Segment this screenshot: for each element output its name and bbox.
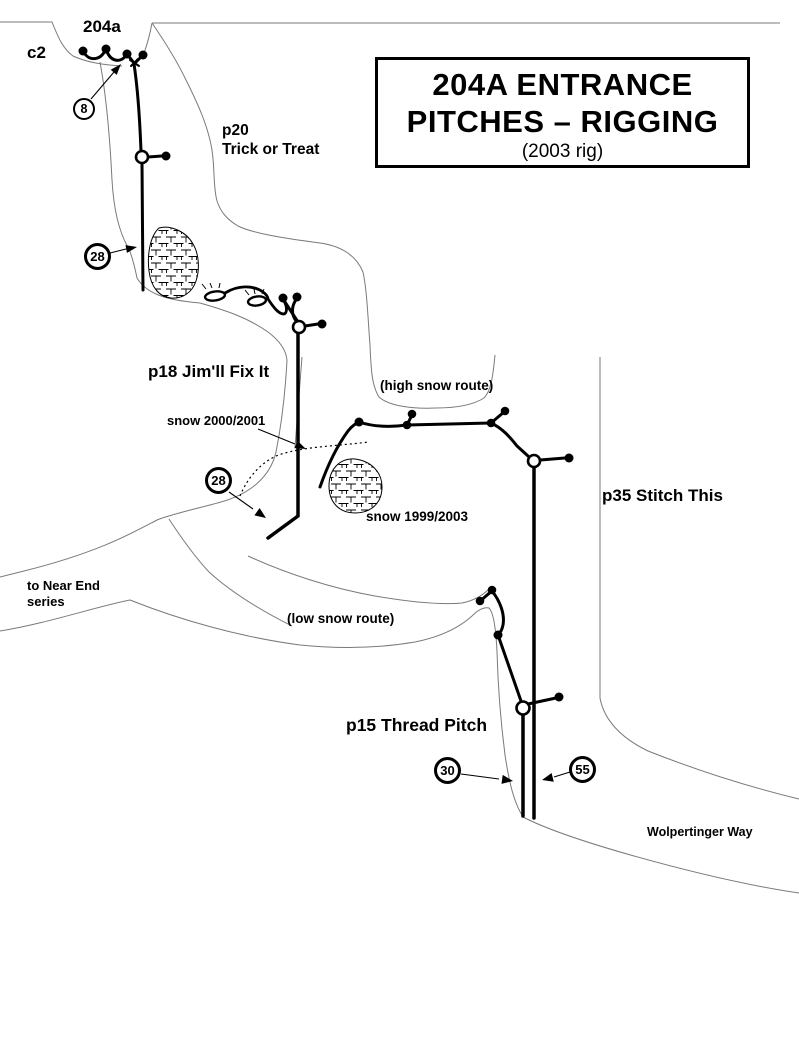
label-p20-name: Trick or Treat: [222, 141, 320, 158]
p20-rope-upper: [134, 64, 141, 151]
bolt-p20-rebelay: [162, 152, 171, 161]
boulder-hatch: [148, 227, 198, 298]
bolt-entrance-1: [79, 47, 88, 56]
p15-rebelay-tail: [528, 698, 556, 704]
label-p15: p15 Thread Pitch: [346, 715, 488, 735]
title-subtitle: (2003 rig): [521, 141, 604, 162]
title-line-1: 204A ENTRANCE: [432, 67, 693, 102]
label-near-end-line2: series: [27, 593, 65, 609]
label-low-route: (low snow route): [287, 611, 395, 626]
bolt-p18-y-left: [279, 294, 288, 303]
leader-55: [554, 772, 570, 777]
entrance-traverse-rope: [83, 49, 143, 63]
bolt-p15-rebelay: [555, 693, 564, 702]
p20-rebelay-tail: [148, 156, 162, 157]
label-c2: c2: [27, 43, 46, 62]
thread-sling-1: [204, 290, 225, 302]
p20-rope-lower: [142, 163, 143, 290]
label-p20: [222, 121, 319, 159]
bolt-p18-rebelay: [318, 320, 327, 329]
title-line-2: PITCHES – RIGGING: [406, 104, 719, 139]
rigging-rings: [136, 151, 540, 715]
thread-rays-1: [202, 283, 220, 289]
arrowhead-55: [542, 773, 554, 782]
wall-low-route-upper: [248, 556, 489, 604]
label-snow-2000: snow 2000/2001: [167, 413, 266, 428]
label-high-route: (high snow route): [380, 378, 494, 393]
title-box: [375, 57, 750, 168]
label-wolpertinger: Wolpertinger Way: [647, 825, 753, 839]
label-near-end-line1: to Near End: [27, 578, 100, 593]
wall-p35-east: [600, 357, 799, 799]
thread-anchors: [202, 283, 267, 307]
rope-length-p18: 28: [205, 467, 232, 494]
bolt-high-route-3: [408, 410, 417, 419]
arrowhead-28a: [126, 245, 138, 253]
bolt-high-route-4: [487, 419, 496, 428]
bolt-p15-3: [494, 631, 503, 640]
wall-low-route-lower-shaft: [0, 600, 799, 893]
arrowhead-28b: [254, 508, 266, 518]
rope-length-p15: 30: [434, 757, 461, 784]
rope-length-entrance: 8: [73, 98, 95, 120]
label-p18: p18 Jim'll Fix It: [148, 362, 270, 381]
label-snow-1999: snow 1999/2003: [366, 509, 469, 524]
p18-rebelay-tail: [305, 324, 318, 326]
bolt-entrance-3: [123, 50, 132, 59]
snow-1999-hatch: [329, 459, 382, 513]
bolt-high-route-1: [355, 418, 364, 427]
label-p35: p35 Stitch This: [602, 486, 723, 505]
bolt-entrance-2: [102, 45, 111, 54]
bolt-p15-1: [476, 597, 485, 606]
bolt-high-route-5: [501, 407, 510, 416]
thread-sling-2: [247, 295, 266, 306]
wall-entrance-lip: [144, 23, 152, 53]
ring-p35: [528, 455, 540, 467]
leader-28a: [110, 249, 126, 253]
label-near-end: [27, 578, 100, 609]
rope-length-p35: 55: [569, 756, 596, 783]
arrowhead-30: [502, 775, 514, 784]
bolt-p15-2: [488, 586, 497, 595]
bolt-p35-rebelay: [565, 454, 574, 463]
leader-30: [461, 774, 499, 779]
label-entrance-204a: 204a: [83, 17, 121, 36]
p35-rebelay-tail: [540, 458, 565, 460]
rope-length-p20: 28: [84, 243, 111, 270]
arrowhead-snow-2000: [294, 441, 306, 449]
p18-rope: [268, 333, 298, 538]
leader-snow-2000: [258, 429, 295, 444]
bolt-p18-y-right: [293, 293, 302, 302]
ring-p18: [293, 321, 305, 333]
bolt-high-route-2: [403, 421, 412, 430]
label-p20-id: p20: [222, 122, 249, 139]
ring-p15: [517, 702, 530, 715]
ring-p20: [136, 151, 148, 163]
bolt-entrance-4: [139, 51, 148, 60]
